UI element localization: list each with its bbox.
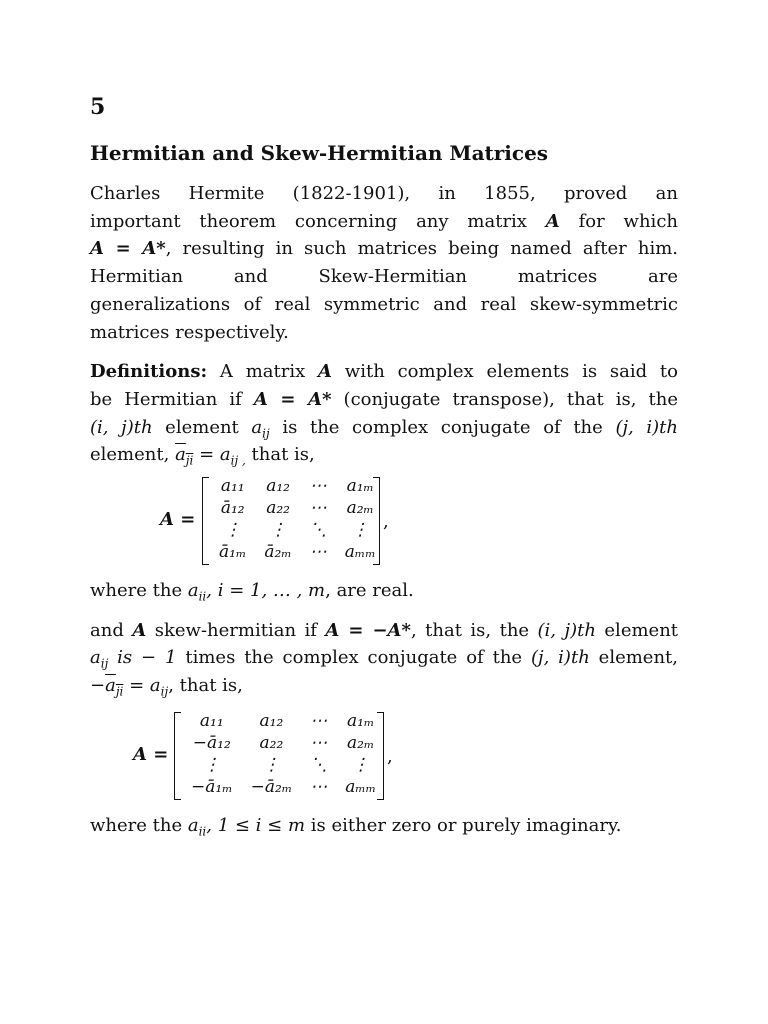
matrix-cell: a₁ₘ (347, 710, 375, 731)
definition-line: be Hermitian if A = A* (conjugate transpose), that is, the (90, 388, 678, 410)
definition-line: element, $a_{ji} = a_{ij ,}$ that is, (90, 444, 315, 468)
matrix-cell: ā₁₂ (220, 498, 245, 519)
matrix-cell: −ā₂ₘ (250, 776, 293, 797)
matrix-cell: ⋮ (203, 754, 221, 775)
matrix-comma: , (387, 745, 393, 767)
definition-line: Definitions: A matrix A with complex elements is said to (90, 361, 678, 383)
intro-line: Hermitian and Skew-Hermitian matrices are (90, 266, 678, 288)
left-bracket (174, 712, 181, 800)
skew-line: $-a_{ji} = a_{ij}$, that is, (90, 675, 243, 699)
hermitian-matrix (90, 475, 678, 571)
matrix-cell: a₂₂ (259, 732, 284, 753)
matrix-cell: a₂ₘ (346, 498, 374, 519)
definitions-heading: Definitions: (90, 361, 208, 383)
matrix-cell: ⋯ (310, 710, 328, 731)
matrix-body (182, 710, 385, 798)
matrix-cell: −ā₁₂ (192, 732, 231, 753)
skew-paragraph (90, 617, 678, 700)
matrix-cell: ⋯ (310, 732, 328, 753)
intro-line: important theorem concerning any matrix A for which (90, 210, 678, 232)
matrix-brackets (202, 475, 380, 565)
intro-line: generalizations of real symmetric and real skew-symmetric (90, 293, 678, 315)
matrix-body (210, 475, 385, 563)
matrix-cell: ⋯ (310, 776, 328, 797)
matrix-cell: ⋮ (351, 520, 369, 541)
skew-line: $a_{ij}$ is − 1 times the complex conjugate of the (j, i)th element, (90, 647, 678, 672)
matrix-cell: a₁₂ (266, 476, 290, 497)
matrix-cell: a₂ₘ (347, 732, 375, 753)
conjugate-term: $a_{ji}$ (105, 675, 124, 699)
matrix-comma: , (383, 511, 389, 533)
conjugate-term: $a_{ji}$ (175, 444, 194, 468)
matrix-cell: ⋮ (352, 754, 370, 775)
matrix-cell: ⋯ (309, 498, 327, 519)
intro-line: A = A*, resulting in such matrices being named after him. (90, 238, 678, 260)
chapter-number: 5 (90, 94, 106, 120)
matrix-cell: a₁₁ (199, 710, 224, 731)
matrix-cell: ā₂ₘ (264, 542, 292, 563)
matrix-cell: −ā₁ₘ (191, 776, 233, 797)
matrix-cell: ⋮ (262, 754, 280, 775)
intro-line: matrices respectively. (90, 321, 289, 343)
skew-line: and A skew-hermitian if A = −A*, that is, the (i, j)th element (90, 619, 679, 641)
matrix-cell: ⋯ (309, 476, 327, 497)
matrix-brackets (174, 710, 384, 800)
matrix-cell: aₘₘ (345, 776, 377, 797)
intro-line: Charles Hermite (1822-1901), in 1855, proved an (90, 183, 678, 204)
skew-condition: where the $a_{ii}$, 1 ≤ i ≤ m is either zero or purely imaginary. (90, 814, 622, 839)
matrix-label: A = (160, 509, 196, 531)
document-page (90, 92, 678, 840)
matrix-label: A = (133, 743, 169, 765)
matrix-cell: aₘₘ (344, 542, 376, 563)
matrix-cell: a₁₂ (259, 710, 284, 731)
skew-hermitian-matrix (90, 710, 678, 806)
matrix-cell: a₁ₘ (346, 476, 374, 497)
matrix-cell: a₁₁ (220, 476, 245, 497)
left-bracket (202, 477, 209, 565)
matrix-cell: ⋮ (269, 520, 287, 541)
definitions-paragraph (90, 358, 678, 469)
definition-line: (i, j)th element $a_{ij}$ is the complex conjugate of the (j, i)th (90, 416, 678, 441)
matrix-cell: ⋮ (224, 520, 242, 541)
matrix-cell: ⋯ (309, 542, 327, 563)
chapter-title: Hermitian and Skew-Hermitian Matrices (90, 141, 549, 165)
matrix-cell: ⋱ (309, 520, 327, 541)
intro-paragraph (90, 180, 678, 346)
matrix-cell: ā₁ₘ (219, 542, 247, 563)
matrix-cell: ⋱ (310, 754, 328, 775)
matrix-cell: a₂₂ (266, 498, 290, 519)
hermitian-condition: where the $a_{ii}$, i = 1, … , m, are real. (90, 580, 414, 604)
